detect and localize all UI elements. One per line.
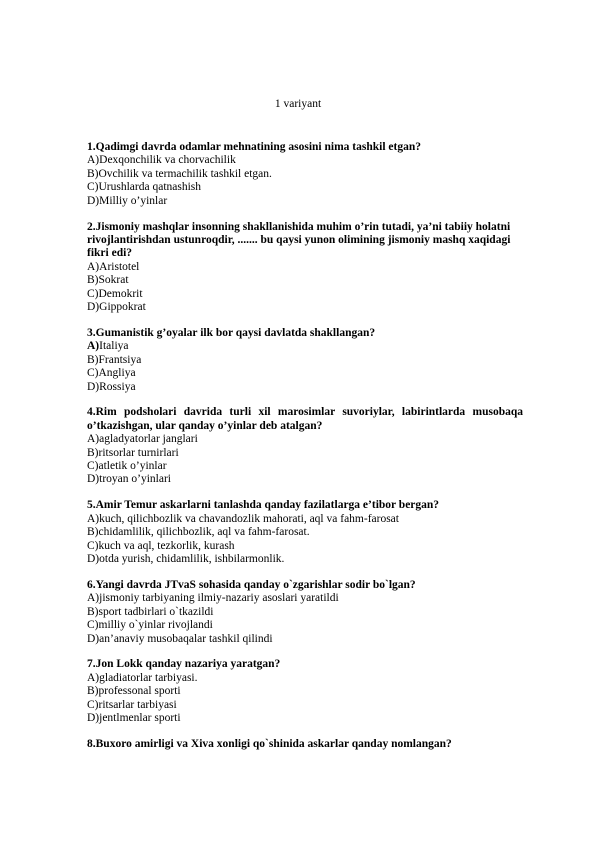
question-text: 1.Qadimgi davrda odamlar mehnatining asosini nima tashkil etgan? (87, 141, 421, 153)
question-text-line-2: rivojlantirishdan ustunroqdir, ....... bu qaysi yunon olimining jismoniy mashq xaqidagi (87, 233, 511, 246)
question-text-line-1: 2.Jismoniy mashqlar insonning shakllanishida muhim o’rin tutadi, ya’ni tabiiy holatni (87, 220, 511, 233)
option-d: D)Milliy o’yinlar (87, 194, 168, 207)
question-text-line-1: 4.Rim podsholari davrida turli xil marosimlar suvoriylar, labirintlarda musobaqa (87, 406, 523, 419)
option-d: D)an’anaviy musobaqalar tashkil qilindi (87, 632, 273, 645)
option-b: B)Frantsiya (87, 353, 142, 366)
option-b: B)sport tadbirlari o`tkazildi (87, 605, 214, 618)
option-a-text: Italiya (99, 340, 129, 353)
option-a-letter: A) (87, 340, 100, 353)
question-2 (87, 221, 523, 315)
option-d: D)otda yurish, chidamlilik, ishbilarmonlik. (87, 552, 285, 565)
question-3 (87, 327, 523, 394)
question-text-line-2: o’tkazishgan, ular qanday o’yinlar deb atalgan? (87, 419, 323, 432)
question-text: 7.Jon Lokk qanday nazariya yaratgan? (87, 658, 281, 671)
question-text: 5.Amir Temur askarlarni tanlashda qanday fazilatlarga e’tibor bergan? (87, 499, 440, 512)
option-c: C)Angliya (87, 367, 136, 380)
question-text: 8.Buxoro amirligi va Xiva xonligi qo`shinida askarlar qanday nomlangan? (87, 737, 452, 750)
option-d: D)jentlmenlar sporti (87, 712, 181, 725)
question-text (87, 406, 523, 433)
question-7 (87, 658, 523, 725)
option-a: A)gladiatorlar tarbiyasi. (87, 671, 198, 684)
option-b: B)chidamlilik, qilichbozlik, aql va fahm-farosat. (87, 526, 310, 539)
option-d: D)troyan o’yinlari (87, 473, 171, 486)
option-d: D)Gippokrat (87, 300, 146, 313)
option-a: A)kuch, qilichbozlik va chavandozlik mahorati, aql va fahm-farosat (87, 512, 399, 525)
option-b: B)Ovchilik va termachilik tashkil etgan. (87, 167, 272, 180)
question-text: 3.Gumanistik g’oyalar ilk bor qaysi davlatda shakllangan? (87, 326, 376, 339)
question-5 (87, 499, 523, 566)
option-d: D)Rossiya (87, 380, 136, 393)
option-b: B)professonal sporti (87, 685, 181, 698)
option-c: C)Demokrit (87, 287, 143, 300)
question-8 (87, 738, 523, 751)
option-a (87, 340, 523, 353)
question-1 (87, 141, 523, 208)
test-content (87, 141, 523, 764)
question-6 (87, 579, 523, 646)
option-c: C)kuch va aql, tezkorlik, kurash (87, 539, 235, 552)
option-b: B)ritsorlar turnirlari (87, 446, 179, 459)
question-text-line-3: fikri edi? (87, 247, 133, 260)
variant-title: 1 variyant (274, 98, 322, 110)
question-text: 6.Yangi davrda JTvaS sohasida qanday o`zgarishlar sodir bo`lgan? (87, 578, 416, 591)
option-c: C)milliy o`yinlar rivojlandi (87, 619, 213, 632)
option-a: A)jismoniy tarbiyaning ilmiy-nazariy asoslari yaratildi (87, 592, 339, 605)
option-b: B)Sokrat (87, 274, 129, 287)
question-4 (87, 406, 523, 486)
option-c: C)atletik o’yinlar (87, 460, 167, 473)
option-a: A)Aristotel (87, 260, 140, 273)
option-a: A)agladyatorlar janglari (87, 433, 198, 446)
option-c: C)ritsarlar tarbiyasi (87, 698, 177, 711)
option-c: C)Urushlarda qatnashish (87, 181, 202, 194)
option-a: A)Dexqonchilik va chorvachilik (87, 154, 236, 167)
